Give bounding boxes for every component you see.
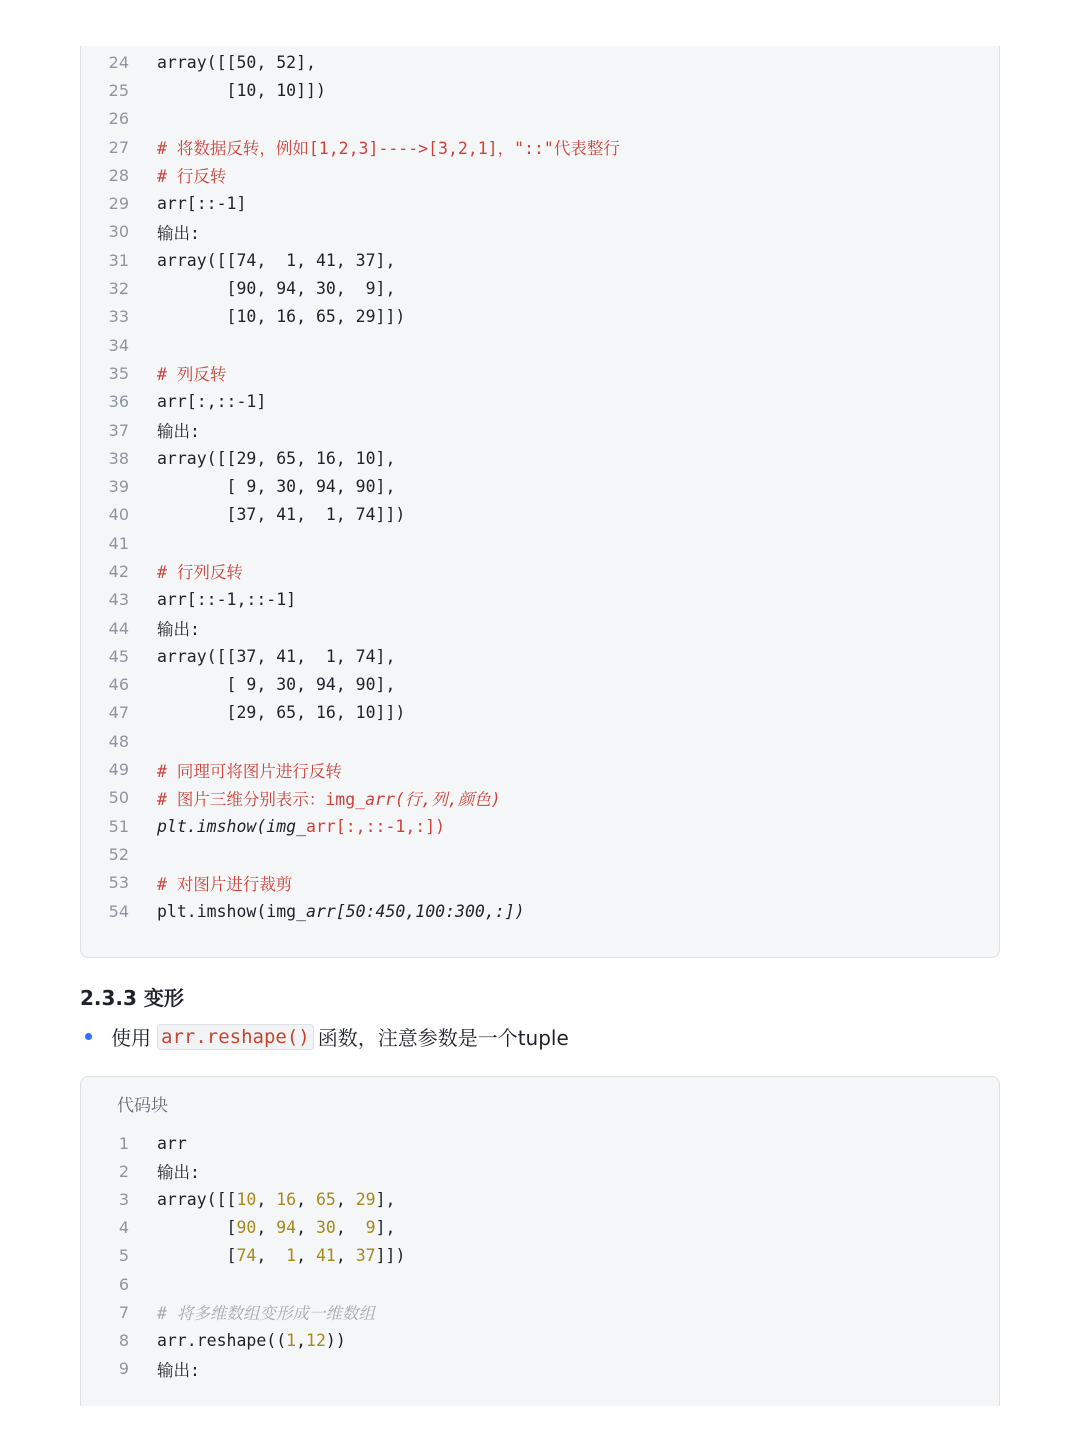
line-number: 37 (108, 420, 129, 440)
code-line (81, 1355, 999, 1383)
line-number: 40 (108, 505, 129, 525)
line-number: 6 (118, 1274, 129, 1294)
code-line (81, 416, 999, 444)
code-token: 输出: (157, 1360, 200, 1380)
code-token: arr (157, 1133, 187, 1153)
code-token: 16 (276, 1189, 297, 1209)
code-text (157, 1300, 375, 1324)
code-token: # 列反转 (157, 365, 227, 385)
code-text (157, 251, 395, 270)
line-number: 25 (108, 80, 129, 100)
code-line (81, 840, 999, 868)
code-token: [10, 16, 65, 29]]) (157, 307, 406, 327)
code-token: , (256, 1246, 287, 1266)
code-text (157, 279, 395, 298)
code-text (157, 135, 620, 159)
code-token: 65 (315, 1189, 336, 1209)
bullet-item (80, 1022, 569, 1051)
code-token: , (335, 1189, 356, 1209)
line-number: 41 (108, 533, 129, 553)
line-number: 28 (108, 165, 129, 185)
code-token: [ (157, 1246, 237, 1266)
code-token: arr[::-1] (157, 194, 247, 214)
code-token: 94 (276, 1218, 297, 1238)
code-token: 90 (236, 1218, 257, 1238)
code-text (157, 505, 405, 524)
code-token: array([[37, 41, 1, 74], (157, 646, 396, 666)
code-line (81, 472, 999, 500)
code-line (81, 246, 999, 274)
code-line (81, 529, 999, 557)
code-token: ], (375, 1218, 396, 1238)
code-token: # 对图片进行裁剪 (157, 874, 293, 894)
code-line (81, 1298, 999, 1326)
line-number: 47 (108, 703, 129, 723)
line-number: 27 (108, 137, 129, 157)
code-token: 12 (306, 1330, 326, 1350)
code-line (81, 359, 999, 387)
code-line (81, 1214, 999, 1242)
code-token: # 将多维数组变形成一维数组 (157, 1304, 375, 1324)
line-number: 43 (108, 590, 129, 610)
code-token: , (296, 1246, 316, 1266)
code-token: , (256, 1189, 277, 1209)
code-text (157, 616, 200, 640)
code-token: arr(行,列,颜色) (365, 789, 501, 809)
code-line (81, 671, 999, 699)
line-number: 50 (108, 788, 129, 808)
code-text (157, 194, 246, 213)
code-line (81, 444, 999, 472)
code-line (81, 784, 999, 812)
section-heading: 2.3.3 变形 (80, 986, 184, 1010)
code-line (81, 557, 999, 585)
line-number: 36 (108, 392, 129, 412)
bullet-dot-icon (85, 1033, 92, 1040)
code-line (81, 614, 999, 642)
code-line (81, 105, 999, 133)
line-number: 29 (108, 194, 129, 214)
code-text (157, 163, 226, 187)
code-text (157, 902, 525, 921)
line-number: 52 (108, 844, 129, 864)
code-text (157, 418, 200, 442)
code-line (81, 1242, 999, 1270)
line-number: 7 (118, 1302, 129, 1322)
code-text (157, 1159, 200, 1183)
code-token: [ (157, 1218, 237, 1238)
code-token: )) (325, 1330, 346, 1350)
code-token: 1 (286, 1330, 297, 1350)
code-text (157, 590, 296, 609)
code-token: , (335, 1246, 356, 1266)
code-line (81, 1157, 999, 1185)
line-number: 49 (108, 760, 129, 780)
code-text (157, 559, 243, 583)
code-token: , (296, 1189, 316, 1209)
code-line (81, 586, 999, 614)
line-number: 38 (108, 448, 129, 468)
code-text (157, 817, 445, 836)
code-text (157, 449, 395, 468)
code-text (157, 220, 200, 244)
code-token: arr[:,::-1] (157, 392, 267, 412)
code-text (157, 758, 342, 782)
code-token: [37, 41, 1, 74]]) (157, 505, 406, 525)
code-block-reshape (80, 1076, 1000, 1406)
code-token: , (256, 1218, 277, 1238)
code-line (81, 501, 999, 529)
code-token: array([[ (157, 1189, 237, 1209)
code-text (157, 1190, 395, 1209)
code-line (81, 897, 999, 925)
line-number: 32 (108, 279, 129, 299)
code-text (157, 786, 501, 810)
code-token: 9 (365, 1218, 376, 1238)
inline-code-reshape: arr.reshape() (157, 1024, 314, 1050)
code-token: 41 (315, 1246, 336, 1266)
code-line (81, 161, 999, 189)
line-number: 8 (118, 1330, 129, 1350)
code-token: ], (375, 1189, 396, 1209)
bullet-text-suffix: 函数，注意参数是一个tuple (317, 1026, 569, 1050)
line-number: 31 (108, 250, 129, 270)
code-token: # 行反转 (157, 167, 227, 187)
code-text (157, 1246, 405, 1265)
code-line (81, 1270, 999, 1298)
line-number: 34 (108, 335, 129, 355)
code-token: 1 (286, 1246, 297, 1266)
line-number: 44 (108, 618, 129, 638)
code-line (81, 303, 999, 331)
code-text (157, 1134, 187, 1153)
code-token: # 行列反转 (157, 563, 243, 583)
code-line (81, 331, 999, 359)
line-number: 30 (108, 222, 129, 242)
code-token: 输出: (157, 223, 200, 243)
line-number: 53 (108, 873, 129, 893)
line-number: 24 (108, 52, 129, 72)
code-token: array([[74, 1, 41, 37], (157, 250, 396, 270)
code-line (81, 133, 999, 161)
code-token: arr[:,::-1,:]) (306, 816, 446, 836)
code-text (157, 53, 316, 72)
line-number: 45 (108, 646, 129, 666)
code-token: [ 9, 30, 94, 90], (157, 477, 396, 497)
code-line (81, 869, 999, 897)
code-block-label: 代码块 (117, 1096, 168, 1116)
code-line (81, 76, 999, 104)
code-token: array([[29, 65, 16, 10], (157, 448, 396, 468)
bullet-text-prefix: 使用 (111, 1026, 151, 1050)
line-number: 33 (108, 307, 129, 327)
code-text (157, 647, 395, 666)
code-text (157, 81, 326, 100)
code-token: ]]) (375, 1246, 406, 1266)
code-token: 37 (355, 1246, 376, 1266)
code-token: arr[::-1,::-1] (157, 590, 297, 610)
code-token: 74 (236, 1246, 257, 1266)
code-token: # 同理可将图片进行反转 (157, 761, 342, 781)
code-text (157, 1331, 346, 1350)
code-line (81, 642, 999, 670)
line-number: 26 (108, 109, 129, 129)
code-line (81, 274, 999, 302)
line-number: 42 (108, 561, 129, 581)
code-text (157, 392, 266, 411)
code-text (157, 703, 405, 722)
code-token: 输出: (157, 422, 200, 441)
code-lines (81, 48, 999, 925)
code-token: [29, 65, 16, 10]]) (157, 703, 406, 723)
code-text (157, 361, 226, 385)
code-token: plt.imshow(img_ (157, 816, 307, 836)
line-number: 48 (108, 731, 129, 751)
code-text (157, 871, 292, 895)
code-token: arr.reshape(( (157, 1330, 287, 1350)
code-lines (81, 1129, 999, 1383)
code-token: , (296, 1330, 307, 1350)
code-token: 输出: (157, 620, 200, 640)
line-number: 1 (118, 1133, 129, 1153)
code-line (81, 812, 999, 840)
code-token: , (335, 1218, 366, 1238)
code-text (157, 1357, 200, 1381)
line-number: 35 (108, 363, 129, 383)
line-number: 2 (118, 1161, 129, 1181)
code-token: arr[50:450,100:300,:]) (306, 901, 525, 921)
line-number: 5 (118, 1246, 129, 1266)
code-token: 30 (315, 1218, 336, 1238)
code-token: , (296, 1218, 316, 1238)
code-token: [ 9, 30, 94, 90], (157, 675, 396, 695)
code-line (81, 48, 999, 76)
code-line (81, 755, 999, 783)
code-text (157, 1218, 395, 1237)
code-line (81, 1129, 999, 1157)
code-line (81, 699, 999, 727)
code-text (157, 675, 395, 694)
code-token: plt.imshow(img_ (157, 901, 307, 921)
line-number: 4 (118, 1218, 129, 1238)
line-number: 46 (108, 675, 129, 695)
code-token: # 将数据反转，例如[1,2,3]---->[3,2,1]，"::"代表整行 (157, 139, 620, 159)
code-line (81, 218, 999, 246)
code-token: # 图片三维分别表示：img_ (157, 789, 366, 809)
code-token: [90, 94, 30, 9], (157, 279, 396, 299)
code-line (81, 1185, 999, 1213)
line-number: 9 (118, 1359, 129, 1379)
line-number: 54 (108, 901, 129, 921)
code-line (81, 727, 999, 755)
code-line (81, 1326, 999, 1354)
code-text (157, 307, 405, 326)
code-token: [10, 10]]) (157, 80, 326, 100)
code-block-array-reversal (80, 46, 1000, 958)
code-line (81, 189, 999, 217)
code-line (81, 388, 999, 416)
code-token: 29 (355, 1189, 376, 1209)
line-number: 3 (118, 1189, 129, 1209)
code-text (157, 477, 395, 496)
line-number: 51 (108, 816, 129, 836)
line-number: 39 (108, 477, 129, 497)
code-token: 输出: (157, 1163, 200, 1183)
code-token: array([[50, 52], (157, 52, 316, 72)
code-token: 10 (236, 1189, 257, 1209)
